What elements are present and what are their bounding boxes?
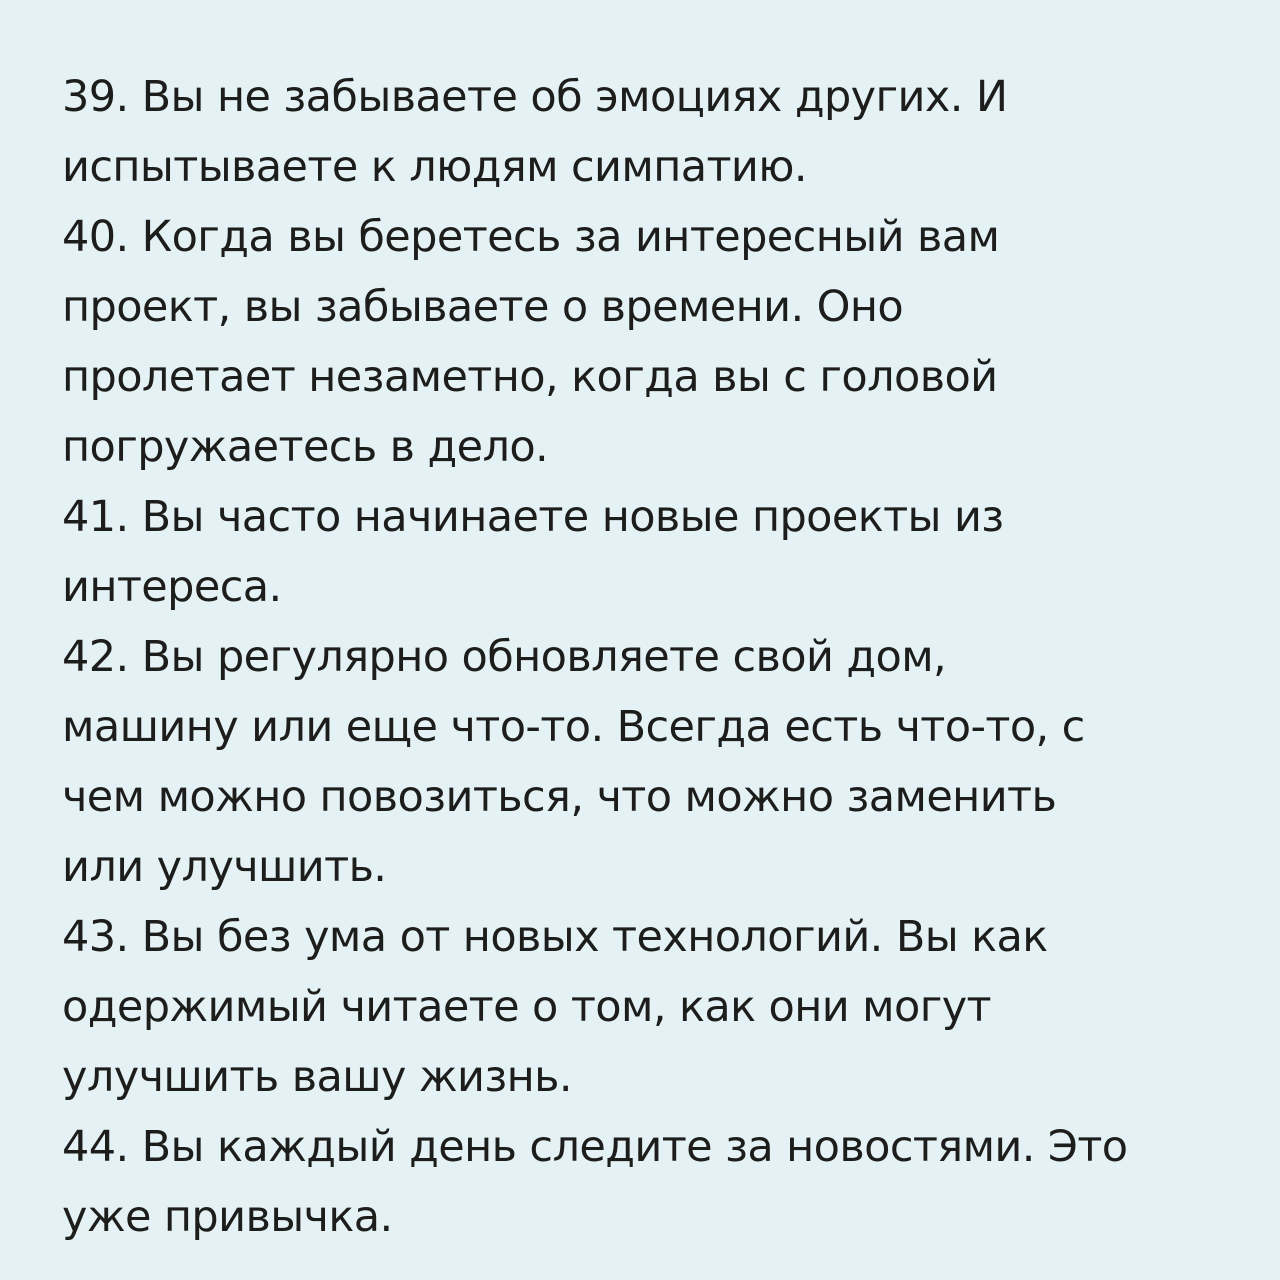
item-39-line-2: испытываете к людям симпатию.	[62, 142, 807, 192]
item-44-line-1: 44. Вы каждый день следите за новостями. Это	[62, 1122, 1128, 1172]
item-42-line-3: чем можно повозиться, что можно заменить	[62, 772, 1057, 822]
text-block	[62, 62, 1252, 1252]
item-39-line-1: 39. Вы не забываете об эмоциях других. И	[62, 72, 1008, 122]
item-43-line-3: улучшить вашу жизнь.	[62, 1052, 572, 1102]
item-40-line-4: погружаетесь в дело.	[62, 422, 549, 472]
item-41-line-2: интереса.	[62, 562, 282, 612]
item-40-line-3: пролетает незаметно, когда вы с головой	[62, 352, 998, 402]
item-42-line-4: или улучшить.	[62, 842, 387, 892]
item-42-line-1: 42. Вы регулярно обновляете свой дом,	[62, 632, 947, 682]
item-43-line-1: 43. Вы без ума от новых технологий. Вы как	[62, 912, 1048, 962]
item-41-line-1: 41. Вы часто начинаете новые проекты из	[62, 492, 1004, 542]
item-42-line-2: машину или еще что-то. Всегда есть что-то, с	[62, 702, 1085, 752]
item-44-line-2: уже привычка.	[62, 1192, 393, 1242]
item-43-line-2: одержимый читаете о том, как они могут	[62, 982, 991, 1032]
item-40-line-1: 40. Когда вы беретесь за интересный вам	[62, 212, 1000, 262]
item-40-line-2: проект, вы забываете о времени. Оно	[62, 282, 904, 332]
